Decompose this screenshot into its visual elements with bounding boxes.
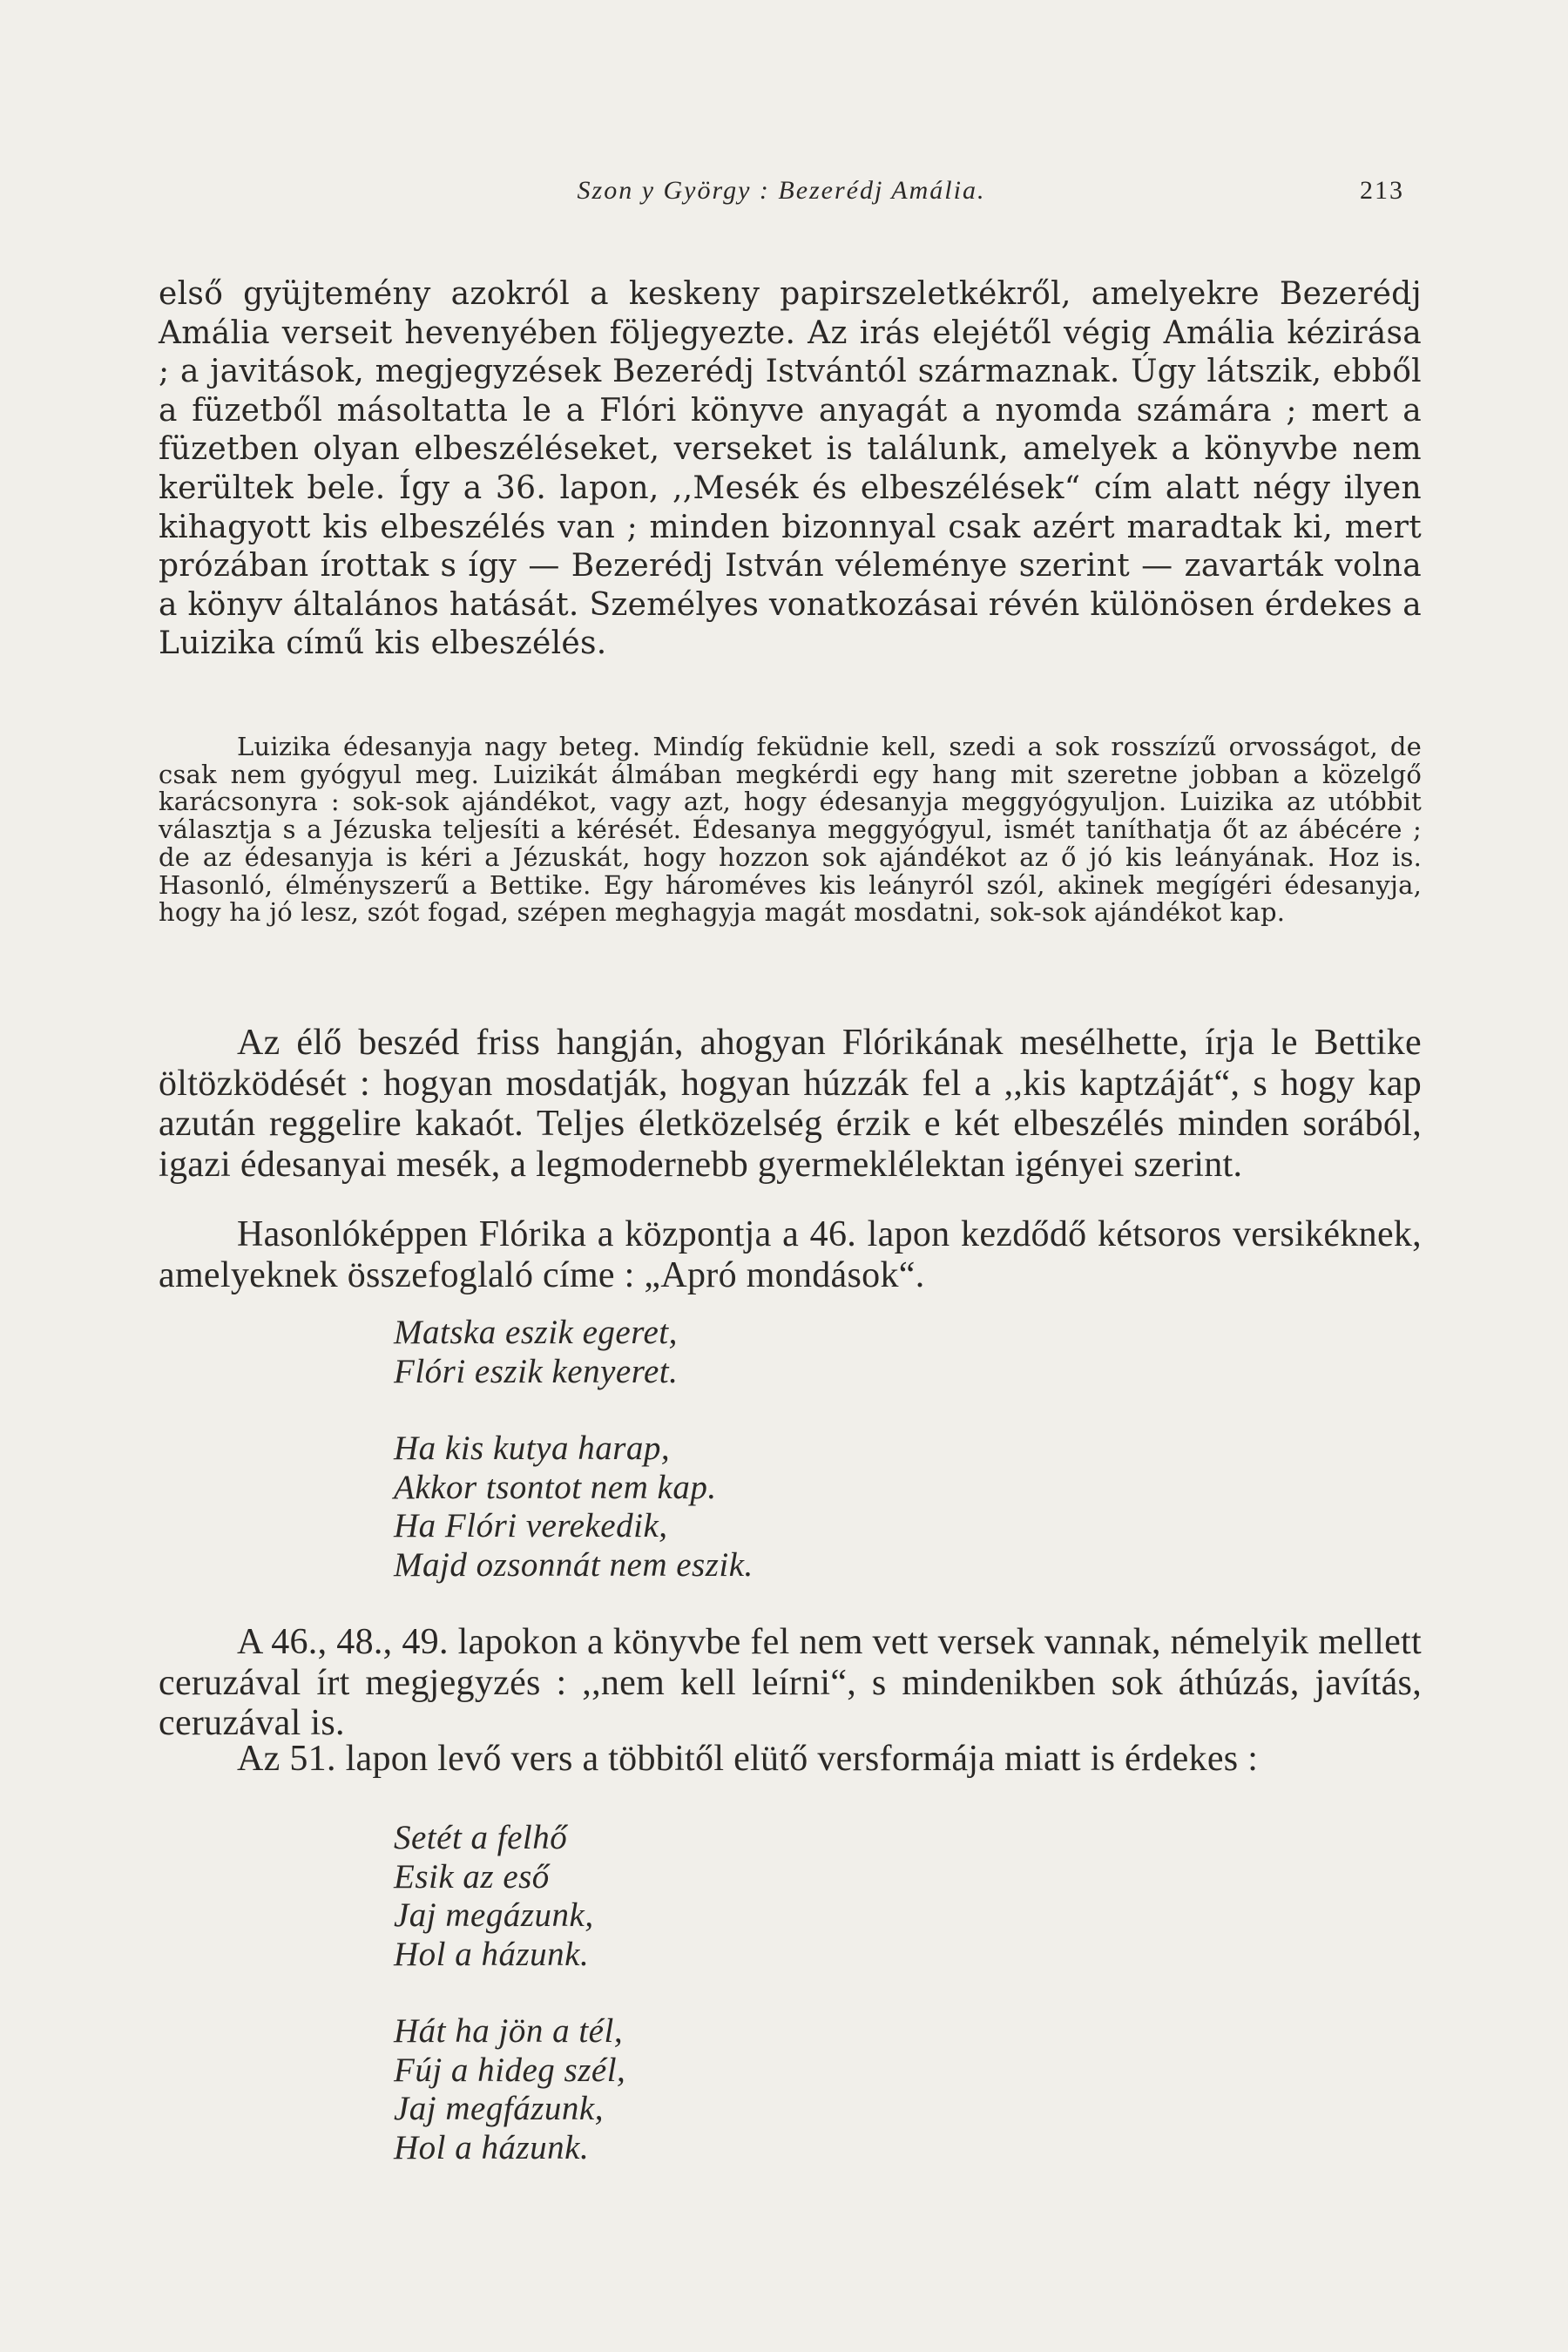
running-title: Szon y György : Bezerédj Amália. <box>577 176 986 205</box>
poem-stanza <box>394 1314 1568 1391</box>
excluded-verses-paragraph-block <box>159 1622 1422 1744</box>
poem-stanza <box>394 2012 1568 2167</box>
poem-line: Ha kis kutya harap, <box>394 1429 671 1467</box>
poem-setet-a-felho <box>159 1819 1568 2167</box>
story-summary-block <box>159 733 1422 927</box>
poem-line: Flóri eszik kenyeret. <box>394 1352 679 1390</box>
poem-line: Matska eszik egeret, <box>394 1314 678 1351</box>
verse-form-paragraph: Az 51. lapon levő vers a többitől elütő versformája miatt is érdekes : <box>237 1739 1259 1779</box>
poem-line: Jaj megfázunk, <box>394 2090 604 2127</box>
poem-line: Ha Flóri verekedik, <box>394 1507 668 1544</box>
poem-line: Majd ozsonnát nem eszik. <box>394 1545 754 1584</box>
story-summary-paragraph: Luizika édesanyja nagy beteg. Mindíg feküdnie kell, szedi a sok rosszízű orvosságot, de csak nem gyógyul meg. Luizikát álmában megkérdi egy hang mit szeretne jobban a közelgő karácsonyra : sok-sok ajándékot, vagy azt, hogy édesanyja meggyógyuljon. Luizika az utóbbit választja s a Jézuska teljesíti a kérését. Édesanya meggyógyul, ismét taníthatja őt az ábécére ; de az édesanyja is kéri a Jézuskát, hogy hozzon sok ajándékot az ő jó kis leányának. Hoz is. Hasonló, élményszerű a Bettike. Egy hároméves kis leányról szól, akinek megígéri édesanyja, hogy ha jó lesz, szót fogad, szépen meghagyja magát mosdatni, sok-sok ajándékot kap. <box>159 732 1422 928</box>
apro-mondasok-paragraph-block <box>159 1214 1422 1295</box>
poem-apro-mondasok <box>159 1314 1568 1585</box>
opening-paragraph-block <box>159 275 1422 664</box>
poem-line: Hát ha jön a tél, <box>394 2012 624 2050</box>
poem-line: Akkor tsontot nem kap. <box>394 1468 717 1506</box>
page-number: 213 <box>1360 176 1404 205</box>
running-head <box>159 176 1404 211</box>
poem-line: Fúj a hideg szél, <box>394 2051 626 2089</box>
poem-line: Esik az eső <box>394 1857 550 1896</box>
opening-paragraph: első gyüjtemény azokról a keskeny papirszeletkékről, amelyekre Bezerédj Amália verseit hevenyében följegyezte. Az irás elejétől végig Amália kézirása ; a javitások, megjegyzések Bezerédj Istvántól származnak. Úgy látszik, ebből a füzetből másoltatta le a Flóri könyve anyagát a nyomda számára ; mert a füzetben olyan elbeszéléseket, verseket is találunk, amelyek a könyvbe nem kerültek bele. Így a 36. lapon, ,,Mesék és elbeszélések“ cím alatt négy ilyen kihagyott kis elbeszélés van ; minden bizonnyal csak azért maradtak ki, mert prózában írottak s így — Bezerédj István véleménye szerint — zavarták volna a könyv általános hatását. Személyes vonatkozásai révén különösen érdekes a Luizika című kis elbeszélés. <box>159 276 1422 662</box>
verse-form-paragraph-block <box>159 1739 1422 1780</box>
poem-line: Hol a házunk. <box>394 2128 590 2166</box>
poem-line: Jaj megázunk, <box>394 1896 594 1934</box>
excluded-verses-paragraph: A 46., 48., 49. lapokon a könyvbe fel nem vett versek vannak, némelyik mellett ceruzával írt megjegyzés : ,,nem kell leírni“, s mindenikben sok áthúzás, javítás, ceruzával is. <box>159 1622 1422 1743</box>
stanza-gap <box>394 1391 1568 1429</box>
poem-line: Setét a felhő <box>394 1819 568 1856</box>
poem-stanza <box>394 1429 1568 1585</box>
bettike-paragraph: Az élő beszéd friss hangján, ahogyan Flórikának mesélhette, írja le Bettike öltözködését : hogyan mosdatják, hogyan húzzák fel a ,,kis kaptzáját“, s hogy kap azután reggelire kakaót. Teljes életközelség érzik e két elbeszélés minden sorából, igazi édesanyai mesék, a legmodernebb gyermeklélektan igényei szerint. <box>159 1023 1422 1185</box>
apro-mondasok-paragraph: Hasonlóképpen Flórika a központja a 46. lapon kezdődő kétsoros versikéknek, amelyeknek összefoglaló címe : „Apró mondások“. <box>159 1214 1422 1295</box>
poem-stanza <box>394 1819 1568 1974</box>
bettike-paragraph-block <box>159 1023 1422 1185</box>
poem-line: Hol a házunk. <box>394 1935 590 1973</box>
stanza-gap <box>394 1974 1568 2012</box>
